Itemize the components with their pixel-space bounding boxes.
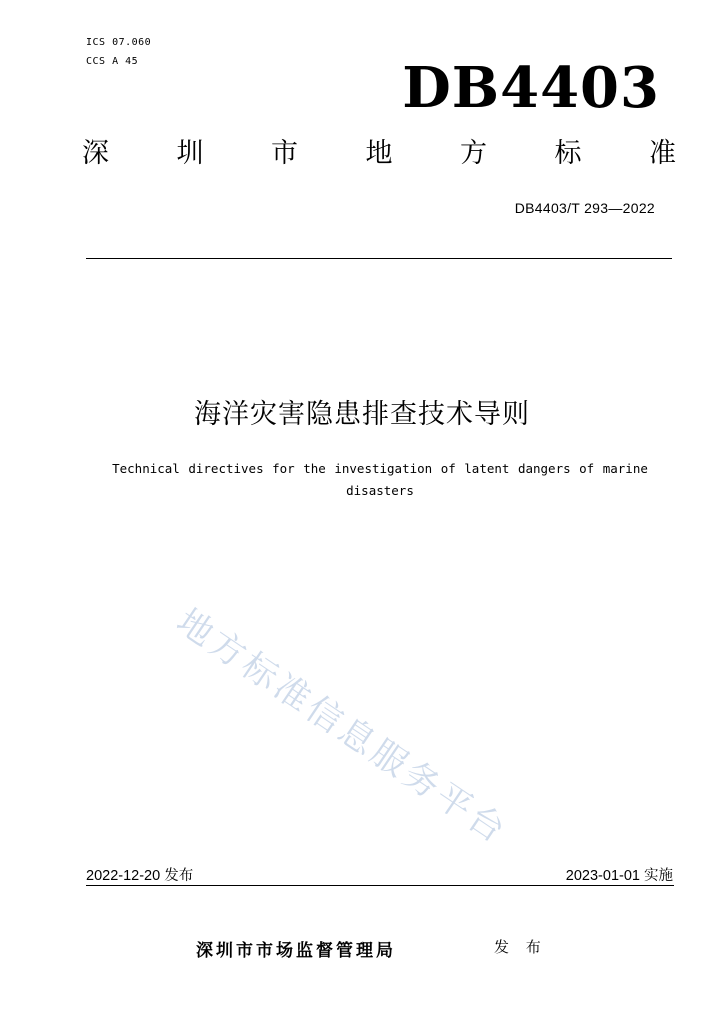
ics-code: ICS 07.060 [86, 37, 152, 48]
document-title-zh: 海洋灾害隐患排查技术导则 [194, 399, 530, 430]
publish-label: 发 布 [494, 938, 547, 956]
implementation-date: 2023-01-01 实施 [565, 868, 673, 884]
standard-number: DB4403/T 293—2022 [514, 200, 655, 216]
standard-type-char: 市 [271, 138, 298, 169]
standard-type-char: 地 [365, 138, 393, 169]
standard-type-char: 深 [82, 138, 109, 169]
watermark: 地方标准信息服务平台 [169, 601, 515, 853]
issue-date: 2022-12-20 发布 [86, 868, 194, 884]
dates-divider [86, 885, 674, 886]
standard-type-char: 标 [554, 138, 582, 169]
standard-type-char: 圳 [176, 138, 204, 169]
standard-type-char: 准 [649, 138, 676, 169]
standard-code-logo: DB4403 [402, 55, 660, 121]
standard-type-char: 方 [460, 138, 487, 169]
header-divider [86, 258, 672, 259]
publisher: 深圳市市场监督管理局 [196, 941, 396, 961]
ccs-code: CCS A 45 [86, 56, 139, 67]
standard-type-heading [82, 140, 676, 167]
document-title-en: Technical directives for the investigation of latent dangers of marine disasters [112, 461, 648, 498]
